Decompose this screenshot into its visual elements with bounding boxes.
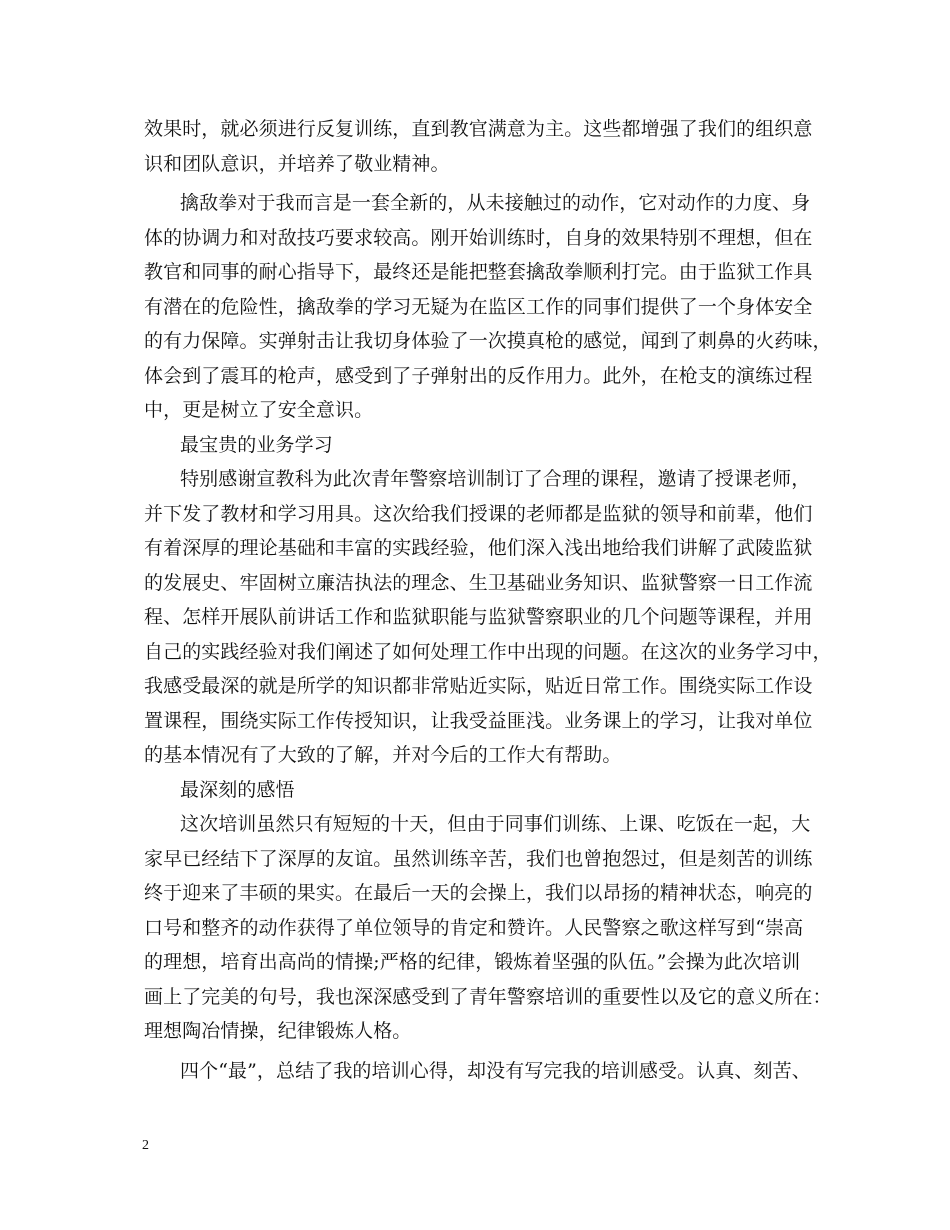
text-line: 家早已经结下了深厚的友谊。虽然训练辛苦，我们也曾抱怨过，但是刻苦的训练: [144, 847, 813, 870]
text-line: 有潜在的危险性，擒敌拳的学习无疑为在监区工作的同事们提供了一个身体安全: [144, 295, 813, 318]
document-body: [144, 112, 832, 1088]
paragraph-start-line: 这次培训虽然只有短短的十天，但由于同事们训练、上课、吃饭在一起，大: [180, 813, 811, 835]
text-line: 体会到了震耳的枪声，感受到了子弹射出的反作用力。此外，在枪支的演练过程: [144, 364, 813, 387]
text-line: 有着深厚的理论基础和丰富的实践经验，他们深入浅出地给我们讲解了武陵监狱: [144, 537, 813, 559]
section-heading: 最宝贵的业务学习: [180, 433, 333, 456]
text-line: 效果时，就必须进行反复训练，直到教官满意为主。这些都增强了我们的组织意: [144, 118, 813, 140]
text-line: 教官和同事的耐心指导下，最终还是能把整套擒敌拳顺利打完。由于监狱工作具: [144, 261, 813, 283]
page-number: 2: [142, 1138, 149, 1153]
text-line: 的有力保障。实弹射击让我切身体验了一次摸真枪的感觉，闻到了刺鼻的火药味，: [144, 330, 832, 352]
text-line: 终于迎来了丰硕的果实。在最后一天的会操上，我们以昂扬的精神状态，响亮的: [144, 882, 813, 904]
paragraph-start-line: 擒敌拳对于我而言是一套全新的，从未接触过的动作，它对动作的力度、身: [180, 192, 811, 214]
text-line: 并下发了教材和学习用具。这次给我们授课的老师都是监狱的领导和前辈，他们: [144, 502, 813, 525]
text-line: 体的协调力和对敌技巧要求较高。刚开始训练时，自身的效果特别不理想，但在: [144, 226, 813, 249]
text-line: 我感受最深的就是所学的知识都非常贴近实际，贴近日常工作。围绕实际工作设: [144, 675, 813, 697]
text-line: 中，更是树立了安全意识。: [144, 399, 374, 421]
text-line: 的基本情况有了大致的了解，并对今后的工作大有帮助。: [144, 744, 622, 766]
text-line: 置课程，围绕实际工作传授知识，让我受益匪浅。业务课上的学习，让我对单位: [144, 709, 813, 732]
paragraph-start-line: 四个“最”，总结了我的培训心得，却没有写完我的培训感受。认真、刻苦、: [180, 1059, 811, 1082]
text-line: 口号和整齐的动作获得了单位领导的肯定和赞许。人民警察之歌这样写到“崇高: [144, 916, 804, 939]
text-line: 的理想，培育出高尚的情操;严格的纪律，锻炼着坚强的队伍。”会操为此次培训: [144, 951, 801, 973]
text-line: 程、怎样开展队前讲话工作和监狱职能与监狱警察职业的几个问题等课程，并用: [144, 606, 813, 628]
text-line: 画上了完美的句号，我也深深感受到了青年警察培训的重要性以及它的意义所在：: [144, 985, 832, 1008]
section-heading: 最深刻的感悟: [180, 778, 295, 801]
paragraph-start-line: 特别感谢宣教科为此次青年警察培训制订了合理的课程，邀请了授课老师，: [180, 468, 811, 490]
text-line: 的发展史、牢固树立廉洁执法的理念、生卫基础业务知识、监狱警察一日工作流: [144, 571, 813, 594]
text-line: 自己的实践经验对我们阐述了如何处理工作中出现的问题。在这次的业务学习中，: [144, 640, 832, 663]
text-line: 理想陶冶情操，纪律锻炼人格。: [144, 1020, 412, 1042]
text-line: 识和团队意识，并培养了敬业精神。: [144, 152, 450, 175]
